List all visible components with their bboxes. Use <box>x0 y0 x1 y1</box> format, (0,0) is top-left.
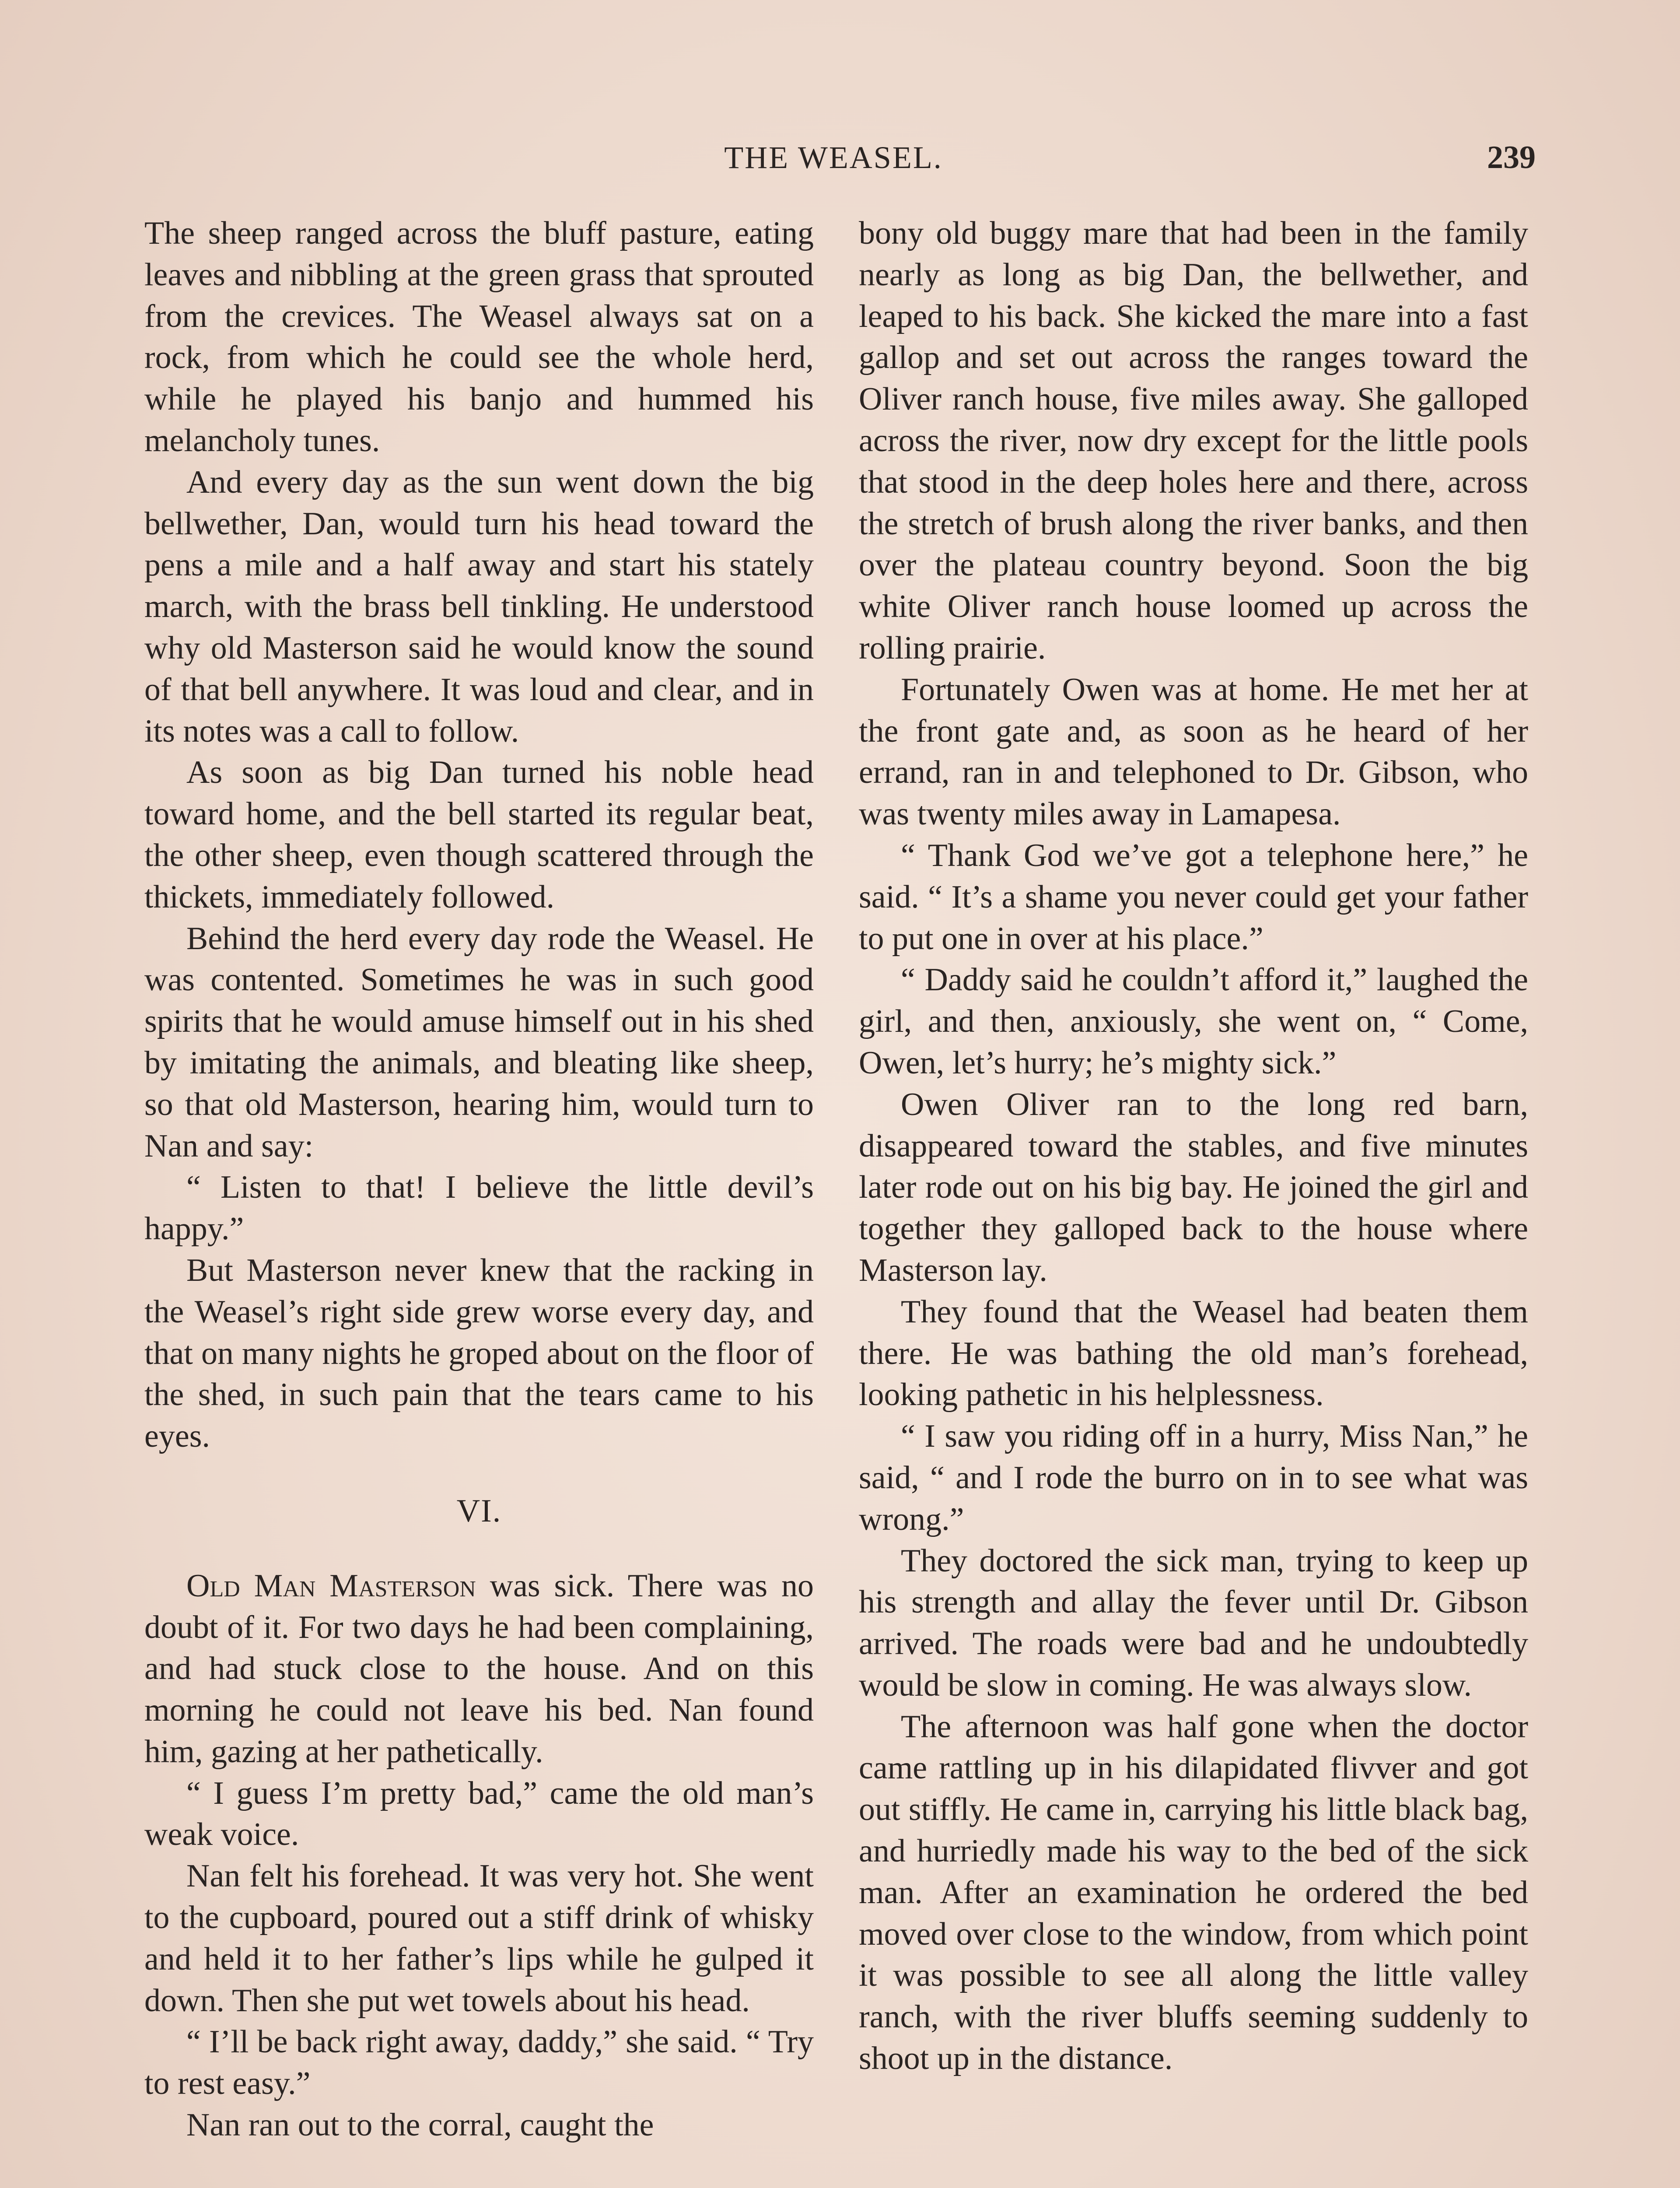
paragraph: As soon as big Dan turned his noble head toward home, and the bell started its regular beat, the other sheep, even though scattered through the thickets, immediately followed. <box>144 754 814 915</box>
left-column <box>144 213 814 2146</box>
section-heading: VI. <box>456 1493 502 1529</box>
paragraph: “ I guess I’m pretty bad,” came the old man’s weak voice. <box>144 1775 814 1853</box>
paragraph: The afternoon was half gone when the doctor came rattling up in his dilapidated flivver and got out stiffly. He came in, carrying his little black bag, and hurriedly made his way to the bed of the sick man. After an examination he ordered the bed moved over close to the window, from which point it was possible to see all along the little valley ranch, with the river bluffs seeming suddenly to shoot up in the distance. <box>859 1708 1528 2077</box>
paragraph: Owen Oliver ran to the long red barn, disappeared toward the stables, and five minutes later rode out on his big bay. He joined the girl and together they galloped back to the house where Masterson lay. <box>859 1086 1528 1288</box>
paragraph: “ I saw you riding off in a hurry, Miss Nan,” he said, “ and I rode the burro on in to see what was wrong.” <box>859 1418 1528 1537</box>
paragraph: “ Daddy said he couldn’t afford it,” laughed the girl, and then, anxiously, she went on, “ Come, Owen, let’s hurry; he’s mighty sick.” <box>859 962 1528 1081</box>
paragraph: bony old buggy mare that had been in the family nearly as long as big Dan, the bellwether, and leaped to his back. She kicked the mare into a fast gallop and set out across the ranges toward the Oliver ranch house, five miles away. She galloped across the river, now dry except for the little pools that stood in the deep holes here and there, across the stretch of brush along the river banks, and then over the plateau country beyond. Soon the big white Oliver ranch house loomed up across the rolling prairie. <box>859 215 1528 666</box>
paragraph: Nan ran out to the corral, caught the <box>186 2107 654 2143</box>
paragraph: They doctored the sick man, trying to keep up his strength and allay the fever until Dr. Gibson arrived. The roads were bad and he undoubtedly would be slow in coming. He was always slow. <box>859 1543 1528 1703</box>
paragraph: “ I’ll be back right away, daddy,” she said. “ Try to rest easy.” <box>144 2024 814 2102</box>
paragraph: The sheep ranged across the bluff pasture, eating leaves and nibbling at the green grass that sprouted from the crevices. The Weasel always sat on a rock, from which he could see the whole herd, while he played his banjo and hummed his melancholy tunes. <box>144 215 814 459</box>
running-title: THE WEASEL. <box>724 140 943 175</box>
paragraph: “ Thank God we’ve got a telephone here,” he said. “ It’s a shame you never could get your father to put one in over at his place.” <box>859 837 1528 957</box>
paragraph: Nan felt his forehead. It was very hot. She went to the cupboard, poured out a stiff drink of whisky and held it to her father’s lips while he gulped it down. Then she put wet towels about his head. <box>144 1858 814 2019</box>
paragraph-text: was sick. There was no doubt of it. For two days he had been complaining, and had stuck close to the house. And on this morning he could not leave his bed. Nan found him, gazing at her pathetically. <box>144 1567 814 1770</box>
paragraph: “ Listen to that! I believe the little devil’s happy.” <box>144 1169 814 1247</box>
paragraph: Fortunately Owen was at home. He met her at the front gate and, as soon as he heard of her errand, ran in and telephoned to Dr. Gibson, who was twenty miles away in Lamapesa. <box>859 671 1528 832</box>
paragraph: Behind the herd every day rode the Weasel. He was contented. Sometimes he was in such good spirits that he would amuse himself out in his shed by imitating the animals, and bleating like sheep, so that old Masterson, hearing him, would turn to Nan and say: <box>144 920 814 1164</box>
page-number: 239 <box>1487 140 1536 175</box>
page-header <box>131 131 1536 184</box>
paragraph: But Masterson never knew that the racking in the Weasel’s right side grew worse every day, and that on many nights he groped about on the floor of the shed, in such pain that the tears came to his eyes. <box>144 1252 814 1455</box>
paragraph <box>144 1565 814 1773</box>
paragraph: And every day as the sun went down the big bellwether, Dan, would turn his head toward the pens a mile and a half away and start his stately march, with the brass bell tinkling. He understood why old Masterson said he would know the sound of that bell anywhere. It was loud and clear, and in its notes was a call to follow. <box>144 464 814 749</box>
paragraph: They found that the Weasel had beaten them there. He was bathing the old man’s forehead, looking pathetic in his helplessness. <box>859 1294 1528 1413</box>
chapter-lead-in: Old Man Masterson <box>186 1567 476 1604</box>
right-column <box>859 213 1528 2079</box>
